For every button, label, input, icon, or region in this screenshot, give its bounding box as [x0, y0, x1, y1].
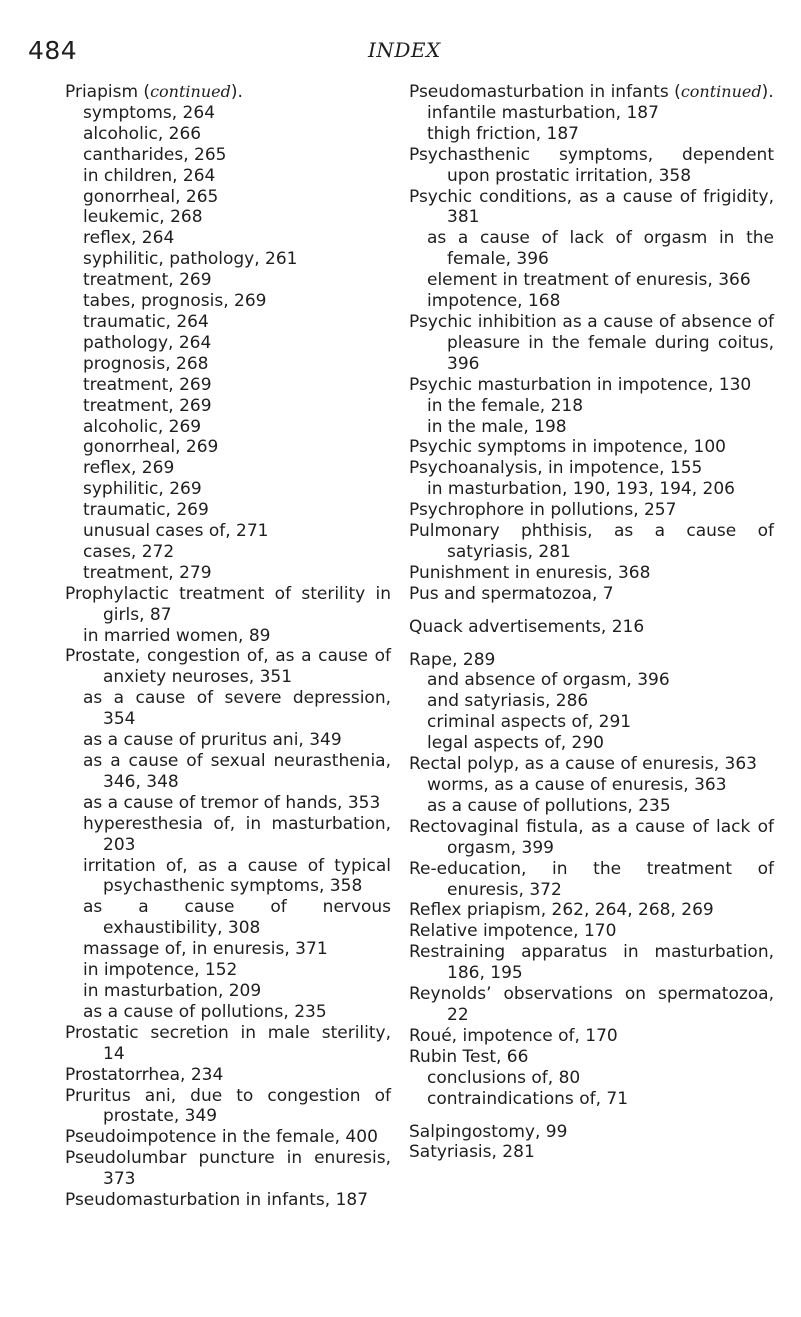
index-subentry: cantharides, 265 [83, 144, 227, 165]
index-entry: Relative impotence, 170 [409, 921, 617, 942]
index-subentry: traumatic, 264 [83, 311, 209, 332]
index-subentry: treatment, 269 [83, 374, 212, 395]
index-column-right [409, 82, 774, 1163]
index-subentry: legal aspects of, 290 [427, 733, 604, 754]
running-head: INDEX [368, 38, 441, 62]
index-entry: Quack advertisements, 216 [409, 616, 645, 637]
index-subentry: irritation of, as a cause of typical psychasthenic symptoms, 358 [83, 855, 391, 897]
index-subentry: in married women, 89 [83, 625, 271, 646]
index-subentry: in the male, 198 [427, 416, 567, 437]
index-subentry: gonorrheal, 265 [83, 186, 219, 207]
entry-continued-note: continued [680, 82, 762, 101]
index-subentry: syphilitic, pathology, 261 [83, 249, 298, 270]
index-subentry: as a cause of lack of orgasm in the female, 396 [427, 228, 774, 270]
index-entry: Reflex priapism, 262, 264, 268, 269 [409, 900, 714, 921]
entry-continued-note: continued [150, 82, 231, 101]
index-entry: Psychic inhibition as a cause of absence of pleasure in the female during coitus, 396 [409, 311, 774, 374]
index-entry: Prostatorrhea, 234 [65, 1064, 224, 1085]
index-subentry: alcoholic, 266 [83, 123, 202, 144]
index-subentry: cases, 272 [83, 541, 175, 562]
entry-text-tail: ). [230, 82, 243, 102]
index-subentry: and absence of orgasm, 396 [427, 670, 670, 691]
index-column-left [65, 82, 391, 1211]
index-subentry: as a cause of pollutions, 235 [427, 795, 671, 816]
index-entry [65, 82, 391, 103]
entry-text: Priapism ( [65, 82, 151, 102]
index-subentry: syphilitic, 269 [83, 479, 202, 500]
index-entry: Psychic symptoms in impotence, 100 [409, 437, 726, 458]
index-subentry: conclusions of, 80 [427, 1067, 581, 1088]
index-subentry: hyperesthesia of, in masturbation, 203 [83, 813, 391, 855]
index-entry: Psychoanalysis, in impotence, 155 [409, 458, 703, 479]
index-entry: Rectal polyp, as a cause of enuresis, 363 [409, 754, 757, 775]
index-subentry: infantile masturbation, 187 [427, 102, 659, 123]
index-entry: Salpingostomy, 99 [409, 1121, 568, 1142]
index-subentry: contraindications of, 71 [427, 1088, 629, 1109]
index-subentry: gonorrheal, 269 [83, 437, 219, 458]
index-subentry: as a cause of pollutions, 235 [83, 1001, 327, 1022]
index-subentry: in the female, 218 [427, 395, 584, 416]
index-subentry: element in treatment of enuresis, 366 [427, 270, 751, 291]
index-entry: Roué, impotence of, 170 [409, 1025, 618, 1046]
index-subentry: criminal aspects of, 291 [427, 712, 632, 733]
index-subentry: treatment, 269 [83, 270, 212, 291]
index-entry: Prophylactic treatment of sterility in girls, 87 [65, 583, 391, 625]
index-subentry: as a cause of severe depression, 354 [83, 688, 391, 730]
index-subentry: as a cause of pruritus ani, 349 [83, 730, 342, 751]
index-subentry: in impotence, 152 [83, 960, 238, 981]
index-subentry: unusual cases of, 271 [83, 521, 269, 542]
page-number: 484 [28, 36, 78, 65]
index-entry: Prostate, congestion of, as a cause of anxiety neuroses, 351 [65, 646, 391, 688]
entry-text: Pseudomasturbation in infants ( [409, 82, 681, 102]
index-entry: Pseudomasturbation in infants, 187 [65, 1190, 369, 1211]
index-subentry: prognosis, 268 [83, 353, 209, 374]
index-entry: Punishment in enuresis, 368 [409, 562, 651, 583]
index-entry: Psychrophore in pollutions, 257 [409, 500, 677, 521]
index-subentry: alcoholic, 269 [83, 416, 202, 437]
index-subentry: pathology, 264 [83, 332, 212, 353]
index-subentry: as a cause of nervous exhaustibility, 308 [83, 897, 391, 939]
index-subentry: in masturbation, 209 [83, 980, 262, 1001]
index-subentry: reflex, 269 [83, 458, 175, 479]
index-subentry: tabes, prognosis, 269 [83, 291, 267, 312]
index-entry: Psychic conditions, as a cause of frigidity, 381 [409, 186, 774, 228]
index-entry: Psychasthenic symptoms, dependent upon prostatic irritation, 358 [409, 144, 774, 186]
index-entry: Rectovaginal fistula, as a cause of lack of orgasm, 399 [409, 816, 774, 858]
index-entry: Pseudolumbar puncture in enuresis, 373 [65, 1148, 391, 1190]
index-subentry: traumatic, 269 [83, 500, 209, 521]
index-entry: Psychic masturbation in impotence, 130 [409, 374, 752, 395]
index-subentry: leukemic, 268 [83, 207, 203, 228]
index-entry: Re-education, in the treatment of enuresis, 372 [409, 858, 774, 900]
index-subentry: impotence, 168 [427, 291, 561, 312]
index-entry: Pus and spermatozoa, 7 [409, 583, 614, 604]
index-subentry: and satyriasis, 286 [427, 691, 589, 712]
index-subentry: as a cause of tremor of hands, 353 [83, 792, 381, 813]
index-entry: Pulmonary phthisis, as a cause of satyriasis, 281 [409, 521, 774, 562]
index-subentry: thigh friction, 187 [427, 123, 579, 144]
index-subentry: massage of, in enuresis, 371 [83, 939, 328, 960]
index-subentry: symptoms, 264 [83, 102, 216, 123]
index-subentry: treatment, 269 [83, 395, 212, 416]
index-subentry: worms, as a cause of enuresis, 363 [427, 775, 727, 795]
index-entry [409, 82, 774, 103]
index-entry: Restraining apparatus in masturbation, 186, 195 [409, 942, 774, 984]
index-entry: Pruritus ani, due to congestion of prostate, 349 [65, 1085, 391, 1127]
index-entry: Rape, 289 [409, 649, 496, 670]
index-entry: Reynolds’ observations on spermatozoa, 22 [409, 984, 774, 1025]
entry-text-tail: ). [761, 82, 774, 102]
index-entry: Satyriasis, 281 [409, 1142, 535, 1163]
index-entry: Prostatic secretion in male sterility, 14 [65, 1022, 391, 1064]
index-subentry: as a cause of sexual neurasthenia, 346, 348 [83, 751, 391, 792]
index-entry: Pseudoimpotence in the female, 400 [65, 1127, 378, 1148]
index-subentry: reflex, 264 [83, 228, 175, 249]
index-entry: Rubin Test, 66 [409, 1046, 529, 1067]
index-subentry: in masturbation, 190, 193, 194, 206 [427, 479, 735, 500]
index-subentry: in children, 264 [83, 165, 216, 186]
index-subentry: treatment, 279 [83, 562, 212, 583]
